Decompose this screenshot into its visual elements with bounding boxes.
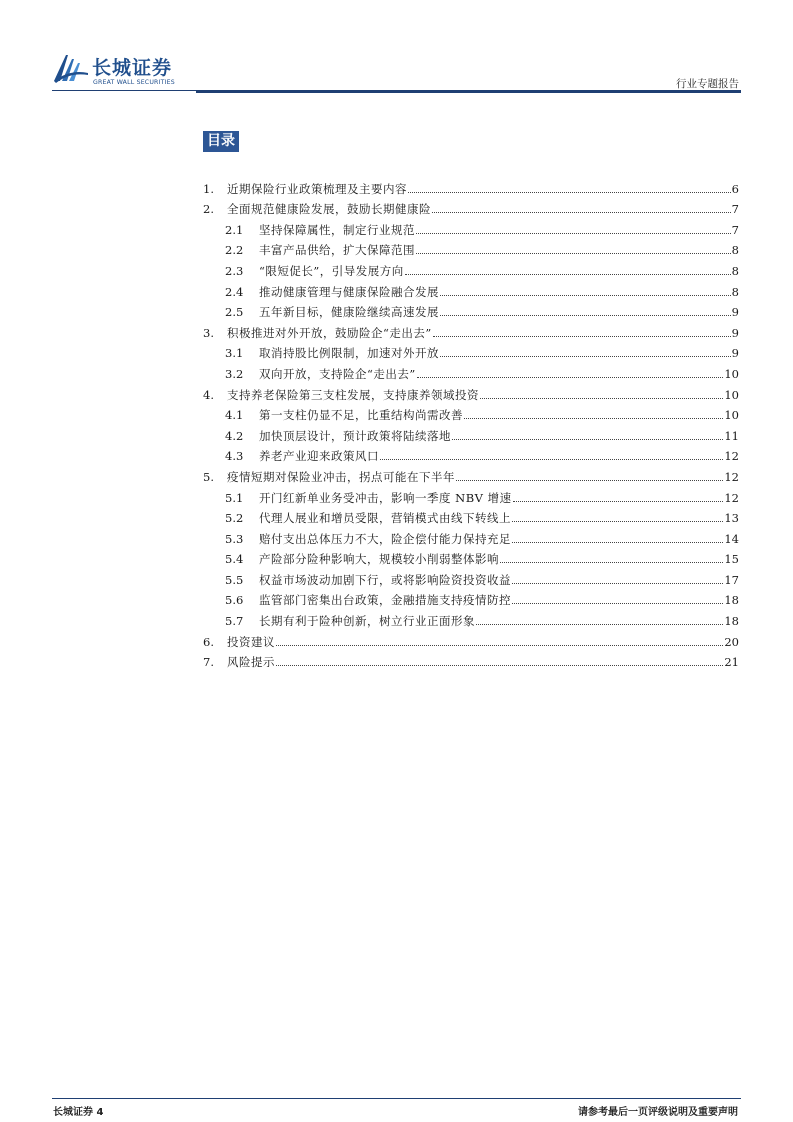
toc-dot-leader bbox=[452, 438, 723, 440]
toc-entry-label: 推动健康管理与健康保险融合发展 bbox=[259, 284, 439, 299]
toc-entry-page: 18 bbox=[724, 593, 739, 608]
toc-entry-page: 6 bbox=[731, 181, 739, 196]
toc-entry-label: 第一支柱仍显不足，比重结构尚需改善 bbox=[259, 408, 463, 423]
toc-entry-label: 坚持保障属性，制定行业规范 bbox=[259, 222, 415, 237]
toc-dot-leader bbox=[476, 623, 723, 625]
toc-entry-label: 产险部分险种影响大，规模较小削弱整体影响 bbox=[259, 552, 499, 567]
toc-dot-leader bbox=[440, 314, 731, 316]
toc-entry-number: 4.2 bbox=[225, 428, 244, 443]
toc-entry[interactable] bbox=[203, 319, 739, 340]
toc-entry[interactable] bbox=[203, 402, 739, 423]
toc-entry-number: 6. bbox=[203, 634, 214, 649]
toc-entry-label: 积极推进对外开放，鼓励险企“走出去” bbox=[227, 325, 432, 340]
toc-entry-label: 风险提示 bbox=[227, 655, 275, 670]
toc-entry-page: 20 bbox=[724, 634, 739, 649]
toc-entry[interactable] bbox=[203, 628, 739, 649]
toc-entry-number: 5.6 bbox=[225, 593, 244, 608]
toc-entry-number: 3. bbox=[203, 325, 214, 340]
toc-entry[interactable] bbox=[203, 505, 739, 526]
toc-entry-label: 支持养老保险第三支柱发展，支持康养领域投资 bbox=[227, 387, 479, 402]
toc-entry-number: 5.5 bbox=[225, 572, 244, 587]
report-type-label: 行业专题报告 bbox=[676, 78, 739, 90]
toc-entry-label: 近期保险行业政策梳理及主要内容 bbox=[227, 181, 407, 196]
toc-entry[interactable] bbox=[203, 381, 739, 402]
toc-dot-leader bbox=[512, 520, 723, 522]
footer-page-label: 长城证券 4 bbox=[53, 1107, 104, 1118]
toc-dot-leader bbox=[417, 376, 724, 378]
toc-dot-leader bbox=[276, 644, 723, 646]
toc-entry-number: 5.2 bbox=[225, 511, 244, 526]
toc-entry-page: 21 bbox=[724, 655, 739, 670]
table-of-contents bbox=[203, 175, 739, 669]
toc-entry-page: 12 bbox=[724, 469, 739, 484]
toc-entry[interactable] bbox=[203, 360, 739, 381]
toc-dot-leader bbox=[512, 582, 723, 584]
toc-entry[interactable] bbox=[203, 216, 739, 237]
toc-entry-number: 4. bbox=[203, 387, 214, 402]
company-logo bbox=[52, 51, 202, 91]
toc-entry-number: 5. bbox=[203, 469, 214, 484]
toc-entry[interactable] bbox=[203, 237, 739, 258]
toc-entry-number: 2.4 bbox=[225, 284, 244, 299]
toc-entry[interactable] bbox=[203, 463, 739, 484]
toc-entry[interactable] bbox=[203, 340, 739, 361]
toc-entry-page: 15 bbox=[724, 552, 739, 567]
toc-entry-number: 4.3 bbox=[225, 449, 244, 464]
toc-entry-page: 17 bbox=[724, 572, 739, 587]
toc-entry-page: 14 bbox=[724, 531, 739, 546]
toc-dot-leader bbox=[513, 500, 724, 502]
toc-entry-page: 10 bbox=[724, 387, 739, 402]
toc-entry-number: 7. bbox=[203, 655, 214, 670]
toc-entry[interactable] bbox=[203, 299, 739, 320]
toc-entry-number: 2.2 bbox=[225, 243, 244, 258]
toc-entry[interactable] bbox=[203, 546, 739, 567]
toc-entry-number: 5.7 bbox=[225, 614, 244, 629]
toc-entry[interactable] bbox=[203, 196, 739, 217]
toc-dot-leader bbox=[480, 397, 723, 399]
toc-entry-label: 赔付支出总体压力不大，险企偿付能力保持充足 bbox=[259, 531, 511, 546]
toc-entry-page: 10 bbox=[724, 366, 739, 381]
toc-dot-leader bbox=[432, 211, 731, 213]
toc-dot-leader bbox=[433, 335, 731, 337]
toc-entry-label: 加快顶层设计，预计政策将陆续落地 bbox=[259, 428, 451, 443]
toc-entry[interactable] bbox=[203, 422, 739, 443]
toc-entry-label: 取消持股比例限制，加速对外开放 bbox=[259, 346, 439, 361]
toc-entry[interactable] bbox=[203, 257, 739, 278]
toc-entry[interactable] bbox=[203, 566, 739, 587]
toc-entry-number: 5.3 bbox=[225, 531, 244, 546]
toc-entry-label: 代理人展业和增员受限，营销模式由线下转线上 bbox=[259, 511, 511, 526]
toc-entry-page: 8 bbox=[731, 284, 739, 299]
footer-disclaimer: 请参考最后一页评级说明及重要声明 bbox=[578, 1107, 738, 1118]
toc-entry-label: 权益市场波动加剧下行，或将影响险资投资收益 bbox=[259, 572, 511, 587]
toc-entry-page: 10 bbox=[724, 408, 739, 423]
logo-english-name: GREAT WALL SECURITIES bbox=[93, 79, 175, 86]
toc-dot-leader bbox=[512, 602, 723, 604]
footer-divider bbox=[52, 1098, 741, 1099]
toc-entry-number: 1. bbox=[203, 181, 214, 196]
toc-entry-label: 养老产业迎来政策风口 bbox=[259, 449, 379, 464]
toc-entry-page: 18 bbox=[724, 614, 739, 629]
toc-dot-leader bbox=[500, 561, 723, 563]
toc-entry-label: 丰富产品供给，扩大保障范围 bbox=[259, 243, 415, 258]
toc-dot-leader bbox=[512, 541, 723, 543]
great-wall-logo-icon bbox=[52, 51, 90, 85]
toc-dot-leader bbox=[464, 417, 723, 419]
toc-entry-page: 7 bbox=[731, 202, 739, 217]
toc-entry-number: 5.1 bbox=[225, 490, 244, 505]
toc-dot-leader bbox=[416, 232, 731, 234]
toc-entry-number: 4.1 bbox=[225, 408, 244, 423]
toc-dot-leader bbox=[456, 479, 723, 481]
toc-entry-label: 长期有利于险种创新，树立行业正面形象 bbox=[259, 614, 475, 629]
toc-dot-leader bbox=[405, 273, 731, 275]
toc-entry-number: 2. bbox=[203, 202, 214, 217]
toc-entry-page: 7 bbox=[731, 222, 739, 237]
toc-dot-leader bbox=[416, 252, 731, 254]
toc-dot-leader bbox=[380, 458, 723, 460]
toc-dot-leader bbox=[276, 664, 723, 666]
toc-entry-label: 监管部门密集出台政策，金融措施支持疫情防控 bbox=[259, 593, 511, 608]
toc-title: 目录 bbox=[203, 131, 239, 152]
toc-entry-page: 9 bbox=[731, 325, 739, 340]
toc-entry[interactable] bbox=[203, 484, 739, 505]
toc-entry-page: 9 bbox=[731, 305, 739, 320]
toc-entry[interactable] bbox=[203, 278, 739, 299]
toc-entry-number: 3.2 bbox=[225, 366, 244, 381]
toc-entry-page: 9 bbox=[731, 346, 739, 361]
toc-dot-leader bbox=[440, 294, 731, 296]
toc-entry-page: 8 bbox=[731, 243, 739, 258]
toc-dot-leader bbox=[408, 191, 731, 193]
toc-entry-page: 12 bbox=[724, 490, 739, 505]
toc-entry-number: 2.3 bbox=[225, 263, 244, 278]
toc-entry-page: 8 bbox=[731, 263, 739, 278]
page-header bbox=[0, 0, 793, 95]
toc-entry[interactable] bbox=[203, 587, 739, 608]
toc-entry-label: 疫情短期对保险业冲击，拐点可能在下半年 bbox=[227, 469, 455, 484]
toc-entry[interactable] bbox=[203, 443, 739, 464]
toc-entry[interactable] bbox=[203, 525, 739, 546]
toc-entry-page: 12 bbox=[724, 449, 739, 464]
toc-entry-label: 开门红新单业务受冲击，影响一季度 NBV 增速 bbox=[259, 490, 512, 505]
logo-chinese-name: 长城证券 bbox=[92, 57, 173, 79]
toc-entry-label: 五年新目标，健康险继续高速发展 bbox=[259, 305, 439, 320]
toc-entry[interactable] bbox=[203, 649, 739, 670]
toc-entry[interactable] bbox=[203, 175, 739, 196]
toc-entry-page: 13 bbox=[724, 511, 739, 526]
toc-entry-number: 5.4 bbox=[225, 552, 244, 567]
toc-entry[interactable] bbox=[203, 607, 739, 628]
toc-entry-number: 2.1 bbox=[225, 222, 244, 237]
header-divider bbox=[196, 91, 741, 93]
toc-entry-page: 11 bbox=[724, 428, 739, 443]
toc-entry-number: 2.5 bbox=[225, 305, 244, 320]
toc-entry-label: 投资建议 bbox=[227, 634, 275, 649]
toc-entry-number: 3.1 bbox=[225, 346, 244, 361]
toc-dot-leader bbox=[440, 355, 731, 357]
toc-entry-label: “限短促长”，引导发展方向 bbox=[259, 263, 404, 278]
toc-entry-label: 全面规范健康险发展，鼓励长期健康险 bbox=[227, 202, 431, 217]
toc-entry-label: 双向开放，支持险企“走出去” bbox=[259, 366, 416, 381]
